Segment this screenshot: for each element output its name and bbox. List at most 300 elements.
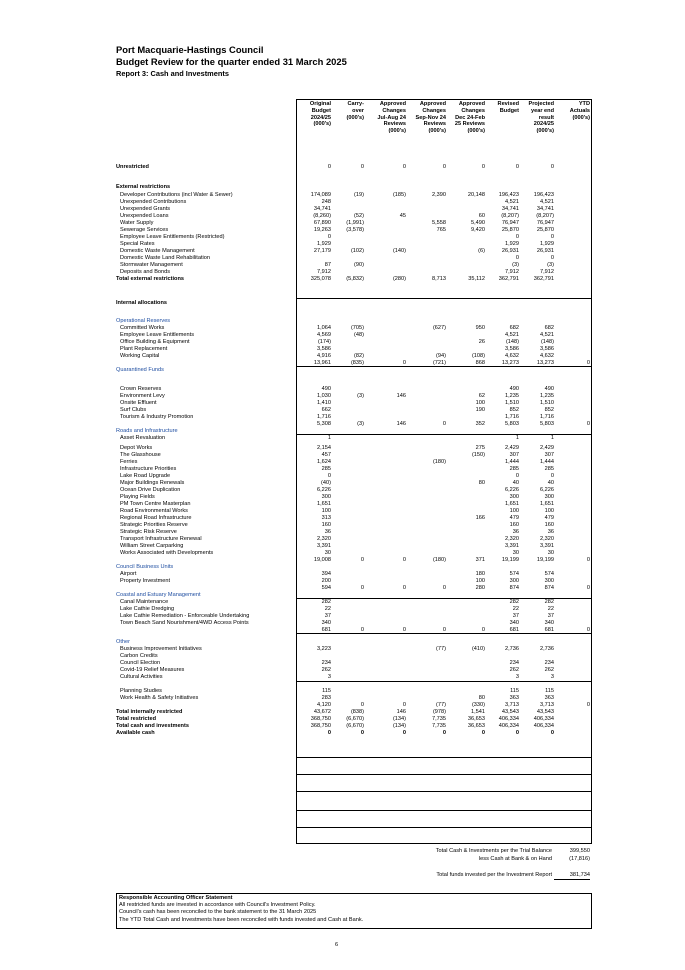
cell-value: (1,991) <box>346 220 364 226</box>
cell-value: 30 <box>512 550 519 556</box>
cell-value: 30 <box>547 550 554 556</box>
cell-value: 34,741 <box>501 206 519 212</box>
cell-value: (40) <box>321 480 331 486</box>
cell-value: 574 <box>509 571 519 577</box>
cell-value: (48) <box>354 332 364 338</box>
cell-value: 340 <box>321 620 331 626</box>
cell-value: 3,391 <box>540 543 554 549</box>
cell-value: 262 <box>509 667 519 673</box>
row-label: Infrastructure Priorities <box>120 466 177 472</box>
cell-value: 160 <box>544 522 554 528</box>
table-row <box>0 241 685 248</box>
cell-value: 4,521 <box>505 332 519 338</box>
row-label: Town Beach Sand Nourishment/4WD Access Points <box>120 620 249 626</box>
page-number: 6 <box>335 942 339 948</box>
row-label: Transport Infrastructure Renewal <box>120 536 202 542</box>
cell-value: 362,791 <box>533 276 554 282</box>
cell-value: 0 <box>550 164 554 170</box>
cell-value: 406,334 <box>533 723 554 729</box>
row-label: William Street Carparking <box>120 543 184 549</box>
table-rule <box>296 681 592 682</box>
cell-value: 6,226 <box>540 487 554 493</box>
cell-value: 0 <box>586 585 590 591</box>
row-label: PM Town Centre Masterplan <box>120 501 191 507</box>
cell-value: (3,578) <box>346 227 364 233</box>
cell-value: (94) <box>436 353 446 359</box>
row-label: Strategic Risk Reserve <box>120 529 177 535</box>
row-label: Total cash and investments <box>116 723 189 729</box>
cell-value: 9,420 <box>471 227 485 233</box>
cell-value: 174,089 <box>310 192 331 198</box>
cell-value: (148) <box>505 339 519 345</box>
cell-value: (8,207) <box>501 213 519 219</box>
cell-value: 490 <box>509 386 519 392</box>
table-row <box>0 234 685 241</box>
cell-value: 115 <box>322 688 331 694</box>
cell-value: 4,569 <box>317 332 331 338</box>
cell-value: 36,653 <box>467 716 485 722</box>
cell-value: 37 <box>324 613 331 619</box>
table-row <box>0 445 685 452</box>
cell-value: 166 <box>475 515 485 521</box>
cell-value: 3 <box>550 674 554 680</box>
table-row <box>0 393 685 400</box>
row-label: Tourism & Industry Promotion <box>120 414 194 420</box>
cell-value: 352 <box>475 421 485 427</box>
cell-value: 662 <box>321 407 331 413</box>
cell-value: 2,736 <box>505 646 519 652</box>
row-label: Other <box>116 639 130 645</box>
cell-value: 362,791 <box>498 276 519 282</box>
cell-value: 0 <box>515 164 519 170</box>
statement-line: The YTD Total Cash and Investments have been reconciled with funds invested and Cash at Bank. <box>119 916 364 923</box>
cell-value: 0 <box>481 627 485 633</box>
subtotal-row <box>0 702 685 709</box>
cell-value: (102) <box>350 248 364 254</box>
cell-value: 313 <box>321 515 331 521</box>
cell-value: 0 <box>442 585 446 591</box>
cell-value: 2,429 <box>540 445 554 451</box>
column-header: Approved Changes Sep-Nov 24 Reviews (000's) <box>415 101 446 135</box>
cell-value: 1,716 <box>317 414 331 420</box>
cell-value: 0 <box>402 164 406 170</box>
cell-value: 681 <box>544 627 554 633</box>
cell-value: (19) <box>354 192 364 198</box>
cell-value: 1,444 <box>540 459 554 465</box>
cell-value: 3,713 <box>540 702 554 708</box>
subtotal-row <box>0 557 685 564</box>
cell-value: 160 <box>509 522 519 528</box>
row-label: Depot Works <box>120 445 153 451</box>
row-label: Available cash <box>116 730 155 736</box>
cell-value: 4,916 <box>317 353 331 359</box>
column-header: Original Budget 2024/25 (000's) <box>309 101 331 128</box>
cell-value: 682 <box>509 325 519 331</box>
cell-value: 275 <box>475 445 485 451</box>
cell-value: 262 <box>544 667 554 673</box>
cell-value: 874 <box>509 585 519 591</box>
cell-value: 87 <box>324 262 331 268</box>
cell-value: 0 <box>481 730 485 736</box>
table-row <box>0 332 685 339</box>
cell-value: 5,490 <box>471 220 485 226</box>
cell-value: 0 <box>586 702 590 708</box>
cell-value: 36 <box>547 529 554 535</box>
cell-value: 490 <box>321 386 331 392</box>
row-label: Domestic Waste Management <box>120 248 195 254</box>
cell-value: 60 <box>478 213 485 219</box>
table-row <box>0 501 685 508</box>
row-label: Business Improvement Initiatives <box>120 646 202 652</box>
cell-value: 0 <box>402 702 406 708</box>
cell-value: 868 <box>475 360 485 366</box>
recon-value: 381,734 <box>554 872 590 880</box>
table-rule <box>296 774 592 775</box>
cell-value: 80 <box>478 480 485 486</box>
cell-value: 20,148 <box>467 192 485 198</box>
cell-value: 146 <box>396 709 406 715</box>
cell-value: (134) <box>392 723 406 729</box>
row-label: Surf Clubs <box>120 407 147 413</box>
cell-value: 1,651 <box>540 501 554 507</box>
cell-value: 307 <box>509 452 519 458</box>
table-row <box>0 414 685 421</box>
row-label: Developer Contributions (incl Water & Sewer) <box>120 192 233 198</box>
cell-value: 0 <box>550 473 554 479</box>
column-header: Approved Changes Jul-Aug 24 Reviews (000's) <box>377 101 406 135</box>
cell-value: 2,320 <box>317 536 331 542</box>
cell-value: 0 <box>360 164 364 170</box>
row-label: Crown Reserves <box>120 386 162 392</box>
cell-value: 681 <box>321 627 331 633</box>
cell-value: 100 <box>475 578 485 584</box>
row-label: Special Rates <box>120 241 155 247</box>
table-rule <box>296 827 592 828</box>
cell-value: (90) <box>354 262 364 268</box>
cell-value: 282 <box>509 599 519 605</box>
category-heading-row <box>0 639 685 646</box>
row-label: Major Buildings Renewals <box>120 480 185 486</box>
cell-value: 340 <box>544 620 554 626</box>
cell-value: 7,912 <box>505 269 519 275</box>
cell-value: 0 <box>442 730 446 736</box>
table-row <box>0 325 685 332</box>
cell-value: 6,226 <box>317 487 331 493</box>
cell-value: (330) <box>471 702 485 708</box>
cell-value: (705) <box>350 325 364 331</box>
cell-value: 1,651 <box>505 501 519 507</box>
cell-value: 950 <box>475 325 485 331</box>
row-label: Ocean Drive Duplication <box>120 487 181 493</box>
cell-value: 282 <box>321 599 331 605</box>
organisation-title: Port Macquarie-Hastings Council <box>116 44 264 55</box>
cell-value: 36 <box>324 529 331 535</box>
cell-value: 36,653 <box>467 723 485 729</box>
cell-value: 457 <box>321 452 331 458</box>
cell-value: 26 <box>478 339 485 345</box>
cell-value: 200 <box>321 578 331 584</box>
cell-value: 3,586 <box>540 346 554 352</box>
cell-value: 285 <box>321 466 331 472</box>
cell-value: 115 <box>510 688 519 694</box>
cell-value: 5,803 <box>505 421 519 427</box>
cell-value: (77) <box>436 646 446 652</box>
cell-value: 100 <box>475 400 485 406</box>
table-row <box>0 184 685 191</box>
cell-value: 2,390 <box>432 192 446 198</box>
table-row <box>0 667 685 674</box>
row-label: Water Supply <box>120 220 154 226</box>
cell-value: 234 <box>544 660 554 666</box>
row-label: Covid-19 Relief Measures <box>120 667 185 673</box>
cell-value: (410) <box>471 646 485 652</box>
cell-value: 394 <box>321 571 331 577</box>
cell-value: 22 <box>512 606 519 612</box>
table-rule <box>296 633 592 634</box>
row-label: Works Associated with Developments <box>120 550 214 556</box>
cell-value: 43,543 <box>501 709 519 715</box>
row-label: Playing Fields <box>120 494 155 500</box>
table-row <box>0 550 685 557</box>
cell-value: 234 <box>321 660 331 666</box>
cell-value: 3,586 <box>317 346 331 352</box>
row-label: Unexpended Contributions <box>120 199 187 205</box>
cell-value: 35,112 <box>468 276 485 282</box>
cell-value: 19,008 <box>313 557 331 563</box>
category-heading-row <box>0 367 685 374</box>
row-label: Lake Cathie Remediation - Enforceable Undertaking <box>120 613 250 619</box>
cell-value: 682 <box>544 325 554 331</box>
cell-value: 190 <box>475 407 485 413</box>
category-heading-row <box>0 318 685 325</box>
cell-value: (978) <box>432 709 446 715</box>
table-row <box>0 353 685 360</box>
recon-label: Total Cash & Investments per the Trial Balance <box>435 848 552 854</box>
table-row <box>0 536 685 543</box>
cell-value: 4,521 <box>505 199 519 205</box>
cell-value: 248 <box>321 199 331 205</box>
cell-value: (174) <box>317 339 331 345</box>
cell-value: 1,064 <box>317 325 331 331</box>
cell-value: (3) <box>357 393 364 399</box>
cell-value: 1,510 <box>540 400 554 406</box>
cell-value: 325,078 <box>310 276 331 282</box>
row-label: Employee Leave Entitlements (Restricted) <box>120 234 225 240</box>
cell-value: 5,558 <box>432 220 446 226</box>
cell-value: 36 <box>512 529 519 535</box>
table-row <box>0 695 685 702</box>
cell-value: 1 <box>327 435 331 441</box>
cell-value: 1,510 <box>505 400 519 406</box>
row-label: Internal allocations <box>116 300 167 306</box>
cell-value: 3 <box>515 674 519 680</box>
cell-value: 479 <box>544 515 554 521</box>
table-row <box>0 199 685 206</box>
cell-value: 1 <box>550 435 554 441</box>
cell-value: (721) <box>432 360 446 366</box>
recon-value: 399,550 <box>569 848 590 854</box>
cell-value: 0 <box>442 627 446 633</box>
table-row <box>0 674 685 681</box>
cell-value: 0 <box>586 627 590 633</box>
cell-value: 852 <box>544 407 554 413</box>
cell-value: (150) <box>471 452 485 458</box>
table-row <box>0 300 685 307</box>
table-row <box>0 480 685 487</box>
cell-value: 22 <box>324 606 331 612</box>
cell-value: 0 <box>550 730 554 736</box>
cell-value: 0 <box>402 730 406 736</box>
cell-value: 76,947 <box>501 220 519 226</box>
cell-value: 76,947 <box>536 220 554 226</box>
table-row <box>0 255 685 262</box>
table-row <box>0 400 685 407</box>
cell-value: 1,030 <box>317 393 331 399</box>
cell-value: 1,651 <box>317 501 331 507</box>
table-rule <box>296 810 592 811</box>
row-label: Employee Leave Entitlements <box>120 332 195 338</box>
cell-value: 300 <box>544 494 554 500</box>
row-label: The Glasshouse <box>120 452 161 458</box>
cell-value: 4,632 <box>505 353 519 359</box>
cell-value: 0 <box>586 360 590 366</box>
table-rule <box>296 598 592 599</box>
cell-value: 100 <box>544 508 554 514</box>
cell-value: 7,912 <box>317 269 331 275</box>
cell-value: 100 <box>509 508 519 514</box>
cell-value: 1,235 <box>540 393 554 399</box>
table-row <box>0 709 685 716</box>
table-row <box>0 515 685 522</box>
table-row <box>0 730 685 737</box>
cell-value: 27,179 <box>313 248 331 254</box>
cell-value: (6) <box>478 248 485 254</box>
cell-value: 285 <box>509 466 519 472</box>
cell-value: 146 <box>396 421 406 427</box>
cell-value: 0 <box>402 557 406 563</box>
cell-value: 115 <box>545 688 554 694</box>
cell-value: 574 <box>544 571 554 577</box>
cell-value: 368,750 <box>310 716 331 722</box>
cell-value: (134) <box>392 716 406 722</box>
cell-value: 300 <box>544 578 554 584</box>
cell-value: 363 <box>509 695 519 701</box>
cell-value: 0 <box>515 255 519 261</box>
cell-value: 0 <box>550 234 554 240</box>
cell-value: 0 <box>586 421 590 427</box>
officer-statement <box>116 893 592 929</box>
table-row <box>0 613 685 620</box>
cell-value: (108) <box>471 353 485 359</box>
cell-value: 0 <box>360 627 364 633</box>
table-row <box>0 494 685 501</box>
cell-value: 282 <box>544 599 554 605</box>
cell-value: 874 <box>544 585 554 591</box>
table-row <box>0 459 685 466</box>
row-label: External restrictions <box>116 184 171 190</box>
table-row <box>0 688 685 695</box>
cell-value: 4,521 <box>540 199 554 205</box>
cell-value: 34,741 <box>536 206 554 212</box>
cell-value: 196,423 <box>533 192 554 198</box>
cell-value: (627) <box>432 325 446 331</box>
row-label: Total external restrictions <box>116 276 184 282</box>
table-row <box>0 192 685 199</box>
cell-value: 43,672 <box>313 709 331 715</box>
cell-value: 0 <box>327 473 331 479</box>
table-row <box>0 599 685 606</box>
cell-value: 1,410 <box>317 400 331 406</box>
cell-value: 0 <box>515 730 519 736</box>
cell-value: (835) <box>350 360 364 366</box>
subtotal-row <box>0 421 685 428</box>
cell-value: (140) <box>392 248 406 254</box>
table-row <box>0 164 685 171</box>
cell-value: 3,391 <box>317 543 331 549</box>
cell-value: (3) <box>512 262 519 268</box>
table-row <box>0 660 685 667</box>
cell-value: 852 <box>509 407 519 413</box>
cell-value: (5,832) <box>346 276 364 282</box>
table-rule <box>296 757 592 758</box>
cell-value: 406,334 <box>498 723 519 729</box>
cell-value: 479 <box>509 515 519 521</box>
table-row <box>0 646 685 653</box>
cell-value: 0 <box>402 585 406 591</box>
recon-value: (17,816) <box>569 856 590 862</box>
column-header: Projected year end result 2024/25 (000's) <box>528 101 554 135</box>
cell-value: 3,391 <box>505 543 519 549</box>
cell-value: 0 <box>442 164 446 170</box>
table-row <box>0 248 685 255</box>
cell-value: 340 <box>509 620 519 626</box>
cell-value: 26,931 <box>501 248 519 254</box>
row-label: Working Capital <box>120 353 160 359</box>
cell-value: 0 <box>360 730 364 736</box>
table-row <box>0 220 685 227</box>
cell-value: (77) <box>436 702 446 708</box>
cell-value: 196,423 <box>498 192 519 198</box>
cell-value: 180 <box>475 571 485 577</box>
cell-value: 67,890 <box>313 220 331 226</box>
cell-value: 406,334 <box>498 716 519 722</box>
row-label: Strategic Priorities Reserve <box>120 522 188 528</box>
cell-value: (180) <box>432 557 446 563</box>
cell-value: 19,263 <box>313 227 331 233</box>
cell-value: 1,929 <box>317 241 331 247</box>
row-label: Airport <box>120 571 137 577</box>
cell-value: 7,912 <box>540 269 554 275</box>
row-label: Committed Works <box>120 325 165 331</box>
cell-value: (8,260) <box>313 213 331 219</box>
cell-value: 1,624 <box>317 459 331 465</box>
cell-value: 1,235 <box>505 393 519 399</box>
column-header: YTD Actuals (000's) <box>569 101 590 121</box>
row-label: Domestic Waste Land Rehabilitation <box>120 255 210 261</box>
row-label: Onsite Effluent <box>120 400 157 406</box>
table-row <box>0 407 685 414</box>
cell-value: 0 <box>327 234 331 240</box>
cell-value: 37 <box>547 613 554 619</box>
cell-value: 594 <box>321 585 331 591</box>
row-label: Deposits and Bonds <box>120 269 171 275</box>
cell-value: 25,870 <box>501 227 519 233</box>
cell-value: 2,154 <box>317 445 331 451</box>
row-label: Unexpended Loans <box>120 213 169 219</box>
row-label: Council Business Units <box>116 564 174 570</box>
row-label: Environment Levy <box>120 393 165 399</box>
cell-value: 0 <box>402 360 406 366</box>
